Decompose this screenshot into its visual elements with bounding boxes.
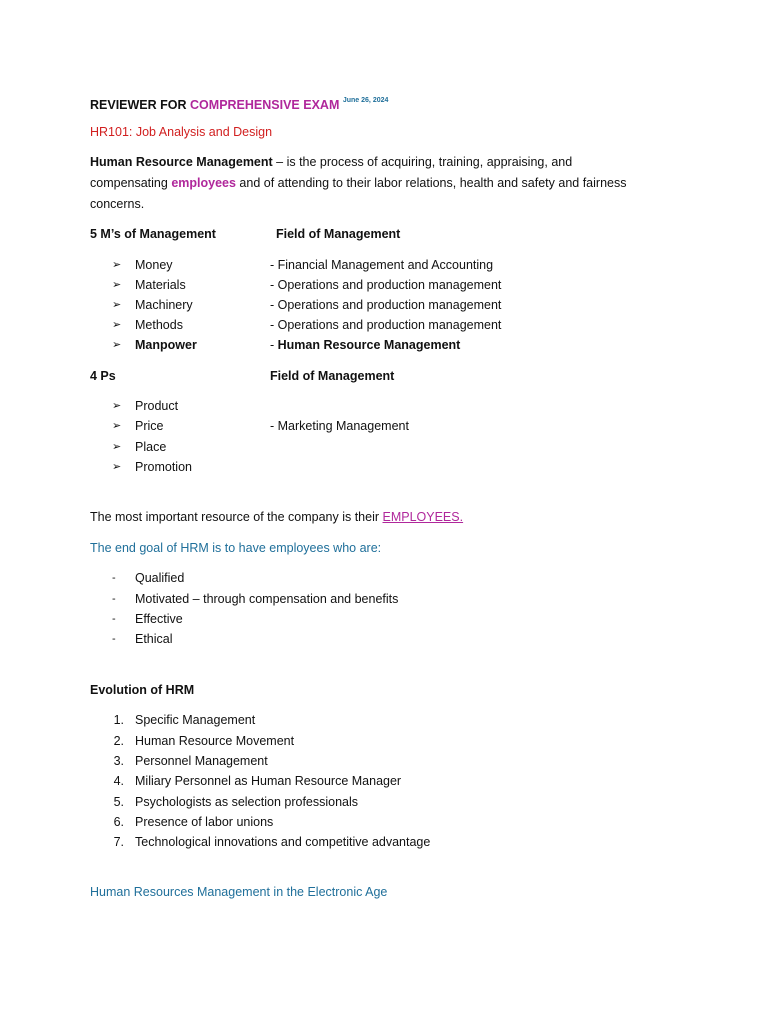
ps-heading: 4 Ps bbox=[90, 369, 116, 383]
goal-item: Qualified bbox=[135, 571, 185, 585]
ms-field-heading: Field of Management bbox=[276, 227, 401, 241]
definition-line-1: Human Resource Management – is the process of acquiring, training, appraising, and bbox=[90, 155, 573, 169]
ps-item: Product bbox=[135, 399, 179, 413]
arrow-bullet-icon: ➢ bbox=[112, 400, 122, 412]
evolution-item: Human Resource Movement bbox=[135, 734, 295, 748]
ms-item-field: - Operations and production management bbox=[270, 318, 502, 332]
employees-link[interactable]: EMPLOYEES. bbox=[382, 510, 464, 524]
goal-item: Ethical bbox=[135, 632, 173, 646]
arrow-bullet-icon: ➢ bbox=[112, 420, 122, 432]
definition-term: Human Resource Management bbox=[90, 155, 273, 169]
ms-item-label: Money bbox=[135, 258, 173, 272]
evolution-item: Personnel Management bbox=[135, 754, 268, 768]
ms-item-label: Materials bbox=[135, 278, 186, 292]
ps-item: Place bbox=[135, 440, 167, 454]
goal-heading: The end goal of HRM is to have employees who are: bbox=[90, 541, 382, 555]
ms-item-field: - Human Resource Management bbox=[270, 338, 461, 352]
ps-field: - Marketing Management bbox=[270, 419, 409, 433]
arrow-bullet-icon: ➢ bbox=[112, 461, 122, 473]
list-number: 6. bbox=[113, 815, 124, 829]
list-number: 7. bbox=[113, 835, 124, 849]
ms-item-label: Methods bbox=[135, 318, 183, 332]
list-number: 1. bbox=[113, 713, 124, 727]
ms-item-field: - Financial Management and Accounting bbox=[270, 258, 494, 272]
arrow-bullet-icon: ➢ bbox=[112, 299, 122, 311]
ps-item: Price bbox=[135, 419, 164, 433]
evolution-item: Psychologists as selection professionals bbox=[135, 795, 359, 809]
ms-item-label: Machinery bbox=[135, 298, 193, 312]
arrow-bullet-icon: ➢ bbox=[112, 279, 122, 291]
title-date: June 26, 2024 bbox=[342, 97, 389, 104]
list-number: 2. bbox=[113, 734, 124, 748]
title-prefix: REVIEWER FOR bbox=[90, 98, 187, 112]
dash-bullet: - bbox=[112, 613, 116, 625]
electronic-age-heading: Human Resources Management in the Electronic Age bbox=[90, 885, 388, 899]
resource-line: The most important resource of the company is their EMPLOYEES. bbox=[90, 510, 464, 524]
definition-line-2: compensating employees and of attending to their labor relations, health and safety and fairness bbox=[90, 176, 627, 190]
dash-bullet: - bbox=[112, 572, 116, 584]
evolution-item: Miliary Personnel as Human Resource Manager bbox=[135, 774, 402, 788]
course-title: HR101: Job Analysis and Design bbox=[90, 125, 273, 139]
dash-bullet: - bbox=[112, 593, 116, 605]
arrow-bullet-icon: ➢ bbox=[112, 339, 122, 351]
ms-item-field: - Operations and production management bbox=[270, 278, 502, 292]
definition-line-3: concerns. bbox=[90, 197, 145, 211]
evolution-item: Presence of labor unions bbox=[135, 815, 274, 829]
arrow-bullet-icon: ➢ bbox=[112, 259, 122, 271]
list-number: 3. bbox=[113, 754, 124, 768]
list-number: 4. bbox=[113, 774, 124, 788]
evolution-item: Technological innovations and competitive advantage bbox=[135, 835, 431, 849]
ps-field-heading: Field of Management bbox=[270, 369, 395, 383]
arrow-bullet-icon: ➢ bbox=[112, 319, 122, 331]
dash-bullet: - bbox=[112, 633, 116, 645]
evolution-item: Specific Management bbox=[135, 713, 256, 727]
evolution-heading: Evolution of HRM bbox=[90, 683, 195, 697]
arrow-bullet-icon: ➢ bbox=[112, 441, 122, 453]
ms-item-field: - Operations and production management bbox=[270, 298, 502, 312]
title-highlight: COMPREHENSIVE EXAM bbox=[190, 98, 340, 112]
definition-highlight: employees bbox=[171, 176, 236, 190]
goal-item: Effective bbox=[135, 612, 183, 626]
page-title bbox=[90, 93, 388, 113]
goal-item: Motivated – through compensation and benefits bbox=[135, 592, 399, 606]
list-number: 5. bbox=[113, 795, 124, 809]
ps-item: Promotion bbox=[135, 460, 192, 474]
ms-item-label: Manpower bbox=[135, 338, 197, 352]
ms-heading: 5 M’s of Management bbox=[90, 227, 216, 241]
